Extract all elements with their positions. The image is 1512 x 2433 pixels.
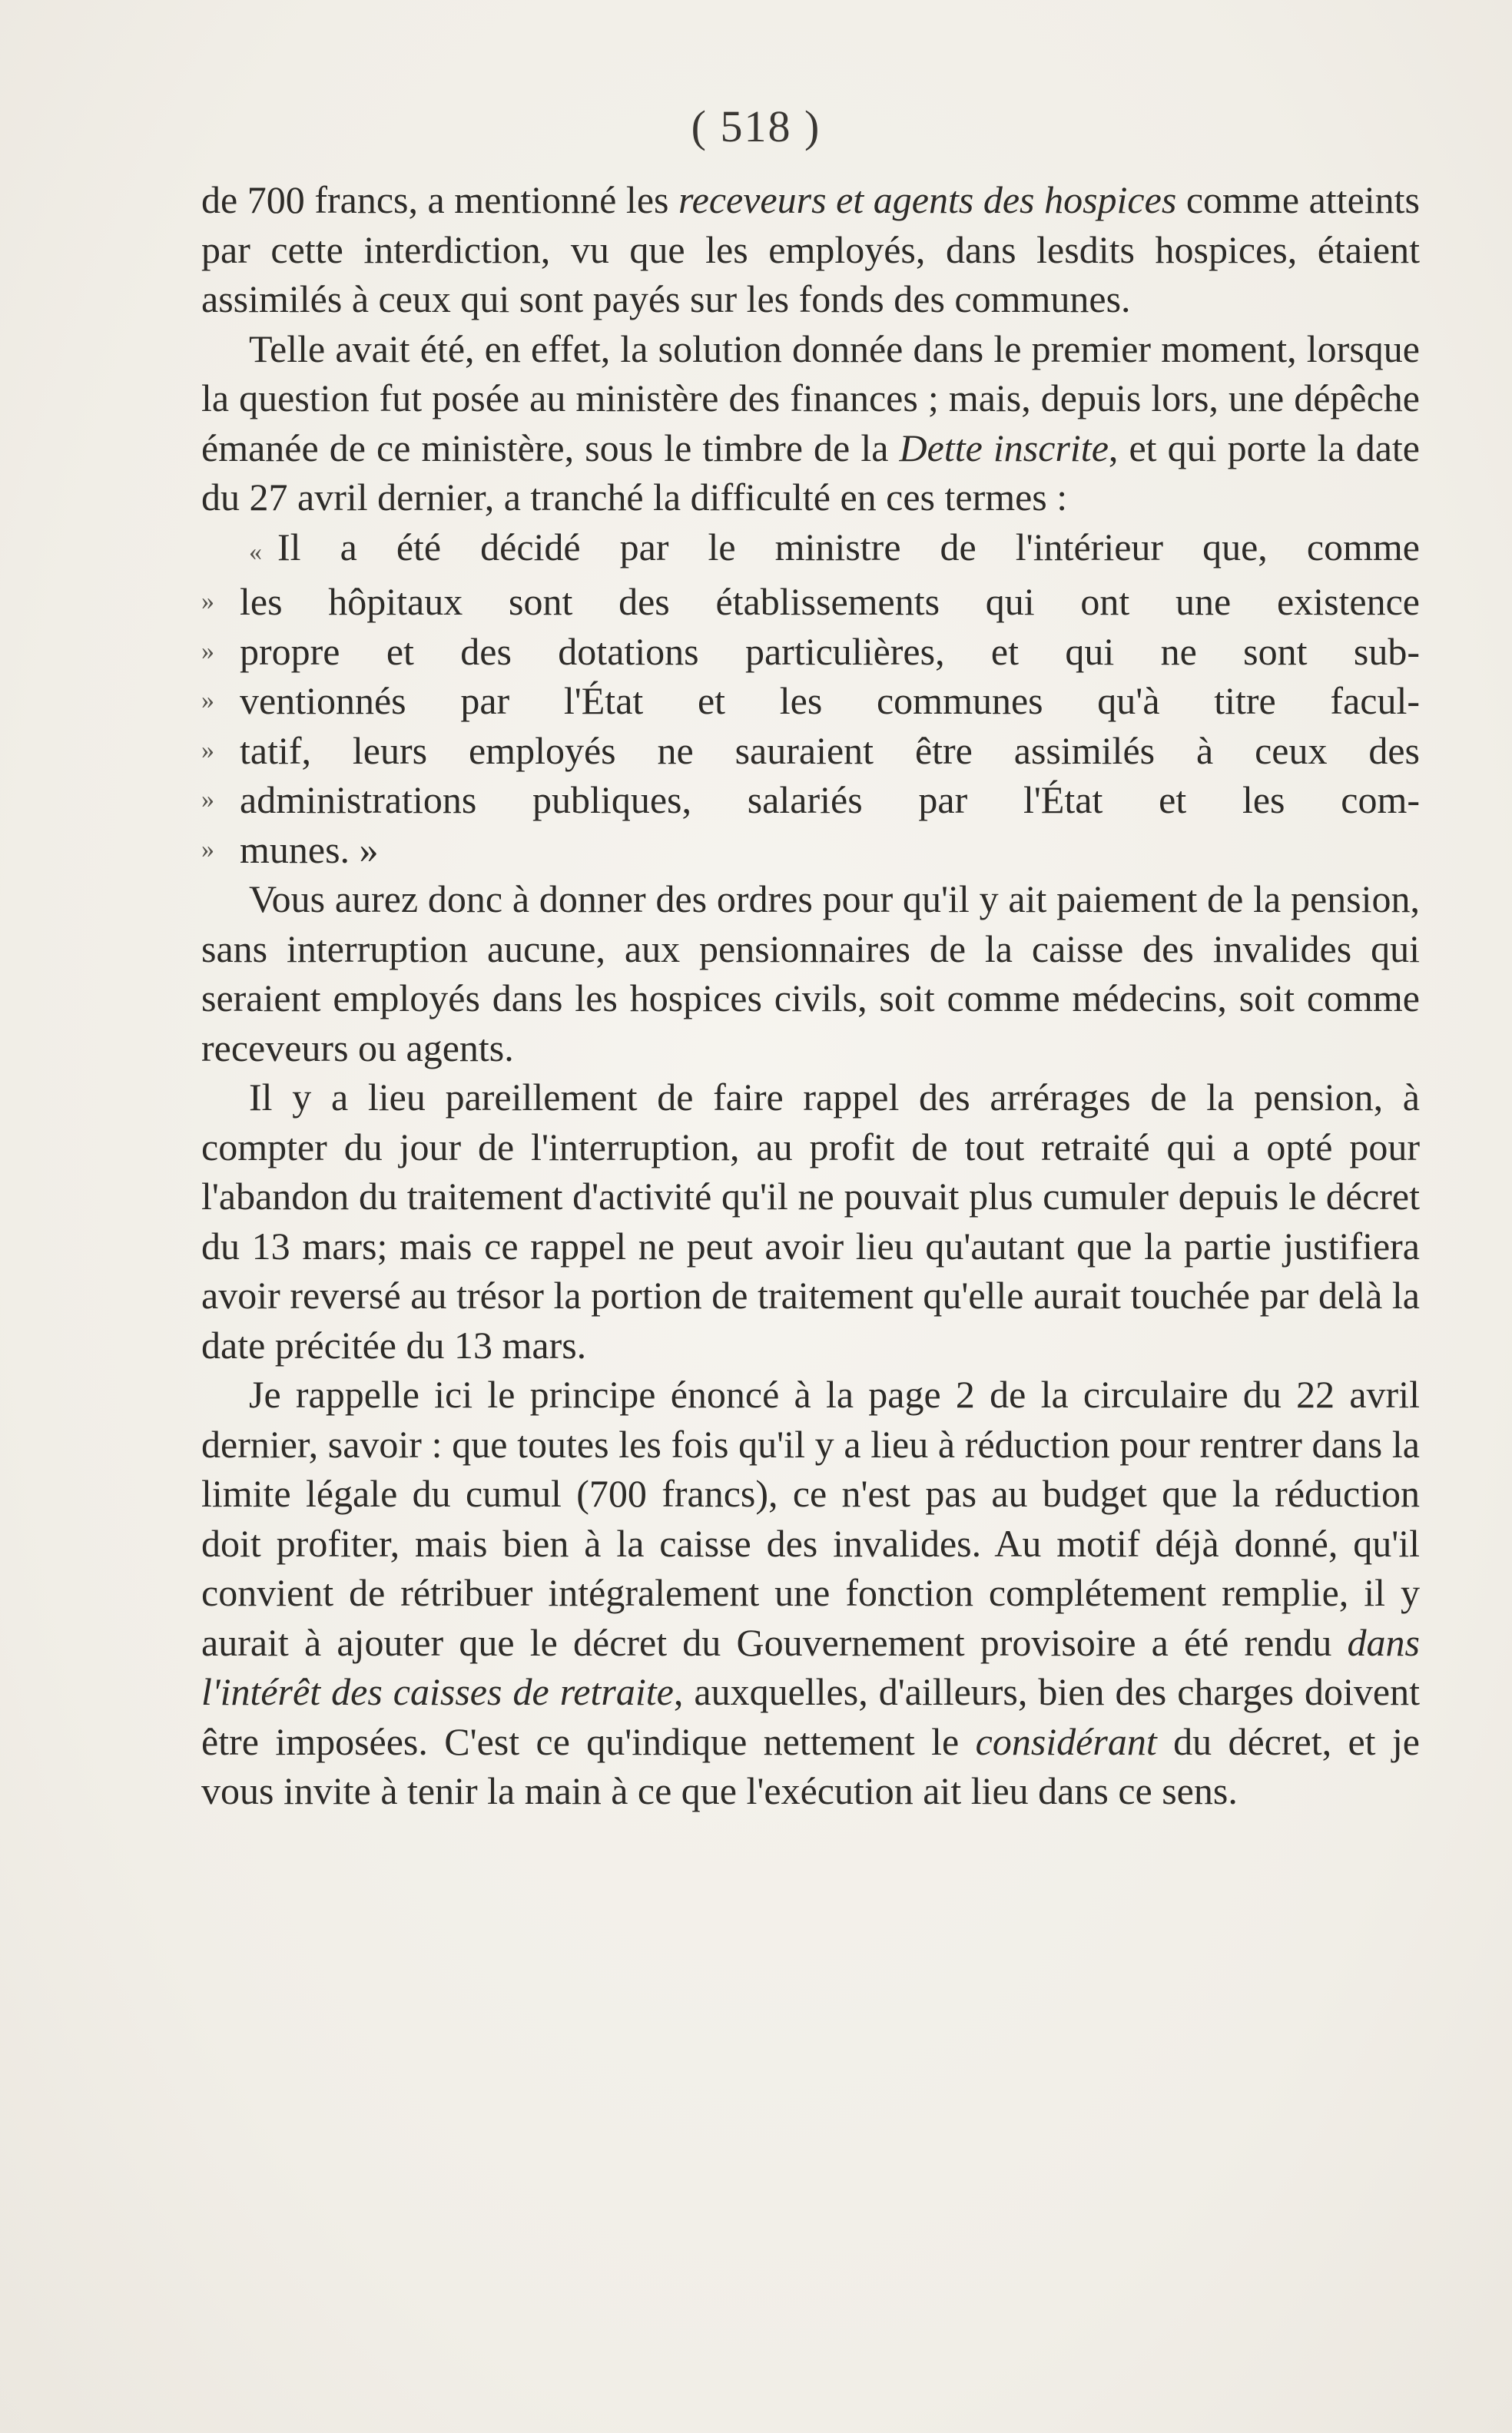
quote-line-7 [201,825,1420,875]
quote-line-5-text: tatif, leurs employés ne sauraient être assimilés à ceux des [240,728,1420,772]
quote-line-6-text: administrations publiques, salariés par l'État et les com- [240,778,1420,821]
quoted-dispatch [201,522,1420,875]
quote-line-4 [201,676,1420,726]
paragraph-5-italic-a: dans l'intérêt des caisses de retraite [201,1620,1420,1713]
paragraph-5-italic-b: considérant [975,1719,1157,1763]
paragraph-2-text-a: Telle avait été, en effet, la solution donnée dans le premier moment, lorsque la question fut posée au ministère des finances ; mais, depuis lors, une dépêche émanée de ce ministère, sous le timbre de la [201,326,1420,469]
quote-line-4-text: ventionnés par l'État et les communes qu'à titre facul- [240,679,1420,722]
paragraph-1 [201,175,1420,324]
body-text [201,175,1420,1816]
quote-line-mark: » [201,785,214,814]
quote-line-7-text: munes. » [240,827,379,871]
paragraph-5-text-b: , auxquelles, d'ailleurs, bien des charges doivent être imposées. C'est ce qu'indique nettement le [201,1670,1420,1763]
paragraph-2-text-b: , et qui porte la date du 27 avril dernier, a tranché la difficulté en ces termes : [201,426,1420,519]
quote-line-2 [201,577,1420,627]
paragraph-3: Vous aurez donc à donner des ordres pour qu'il y ait paiement de la pension, sans interruption aucune, aux pensionnaires de la caisse des invalides qui seraient employés dans les hospices civils, soit comme médecins, soit comme receveurs ou agents. [201,877,1420,1069]
quote-line-1 [201,522,1420,578]
page-number: ( 518 ) [691,101,821,151]
paragraph-4: Il y a lieu pareillement de faire rappel des arrérages de la pension, à compter du jour de l'interruption, au profit de tout retraité qui a opté pour l'abandon du traitement d'activité qu'il ne pouvait plus cumuler depuis le décret du 13 mars; mais ce rappel ne peut avoir lieu qu'autant que la partie justifiera avoir reversé au trésor la portion de traitement qu'elle aurait touchée par delà la date précitée du 13 mars. [201,1076,1420,1367]
paragraph-1-text-b: comme atteints par cette interdiction, vu que les employés, dans lesdits hospices, étaient assimilés à ceux qui sont payés sur les fonds des communes. [201,178,1420,320]
paragraph-5-text-a: Je rappelle ici le principe énoncé à la page 2 de la circulaire du 22 avril dernier, savoir : que toutes les fois qu'il y a lieu à réduction pour rentrer dans la limite légale du cumul (700 francs), ce n'est pas au budget que la réduction doit profiter, mais bien à la caisse des invalides. Au motif déjà donné, qu'il convient de rétribuer intégralement une fonction complétement remplie, il y aurait à ajouter que le décret du Gouvernement provisoire a été rendu [201,1373,1420,1664]
paragraph-5 [201,1370,1420,1816]
quote-line-3 [201,627,1420,677]
quote-line-6 [201,775,1420,825]
quote-line-mark: » [201,834,214,863]
quote-line-1-text: Il a été décidé par le ministre de l'intérieur que, comme [277,525,1420,568]
paragraph-1-italic: receveurs et agents des hospices [678,178,1177,221]
quote-line-5 [201,726,1420,776]
quote-line-mark: » [201,587,214,615]
paragraph-1-text-a: de 700 francs, a mentionné les [201,178,679,221]
quote-line-mark: » [201,735,214,764]
paragraph-2-italic: Dette inscrite [899,426,1109,469]
paragraph-2 [201,324,1420,522]
quote-line-mark: » [201,636,214,665]
quote-line-mark: » [201,686,214,714]
quote-open-mark: « [249,537,262,566]
quote-line-3-text: propre et des dotations particulières, et qui ne sont sub- [240,629,1420,673]
quote-line-2-text: les hôpitaux sont des établissements qui ont une existence [240,580,1420,623]
paragraph-5-text-c: du décret, et je vous invite à tenir la main à ce que l'exécution ait lieu dans ce sens. [201,1719,1420,1812]
